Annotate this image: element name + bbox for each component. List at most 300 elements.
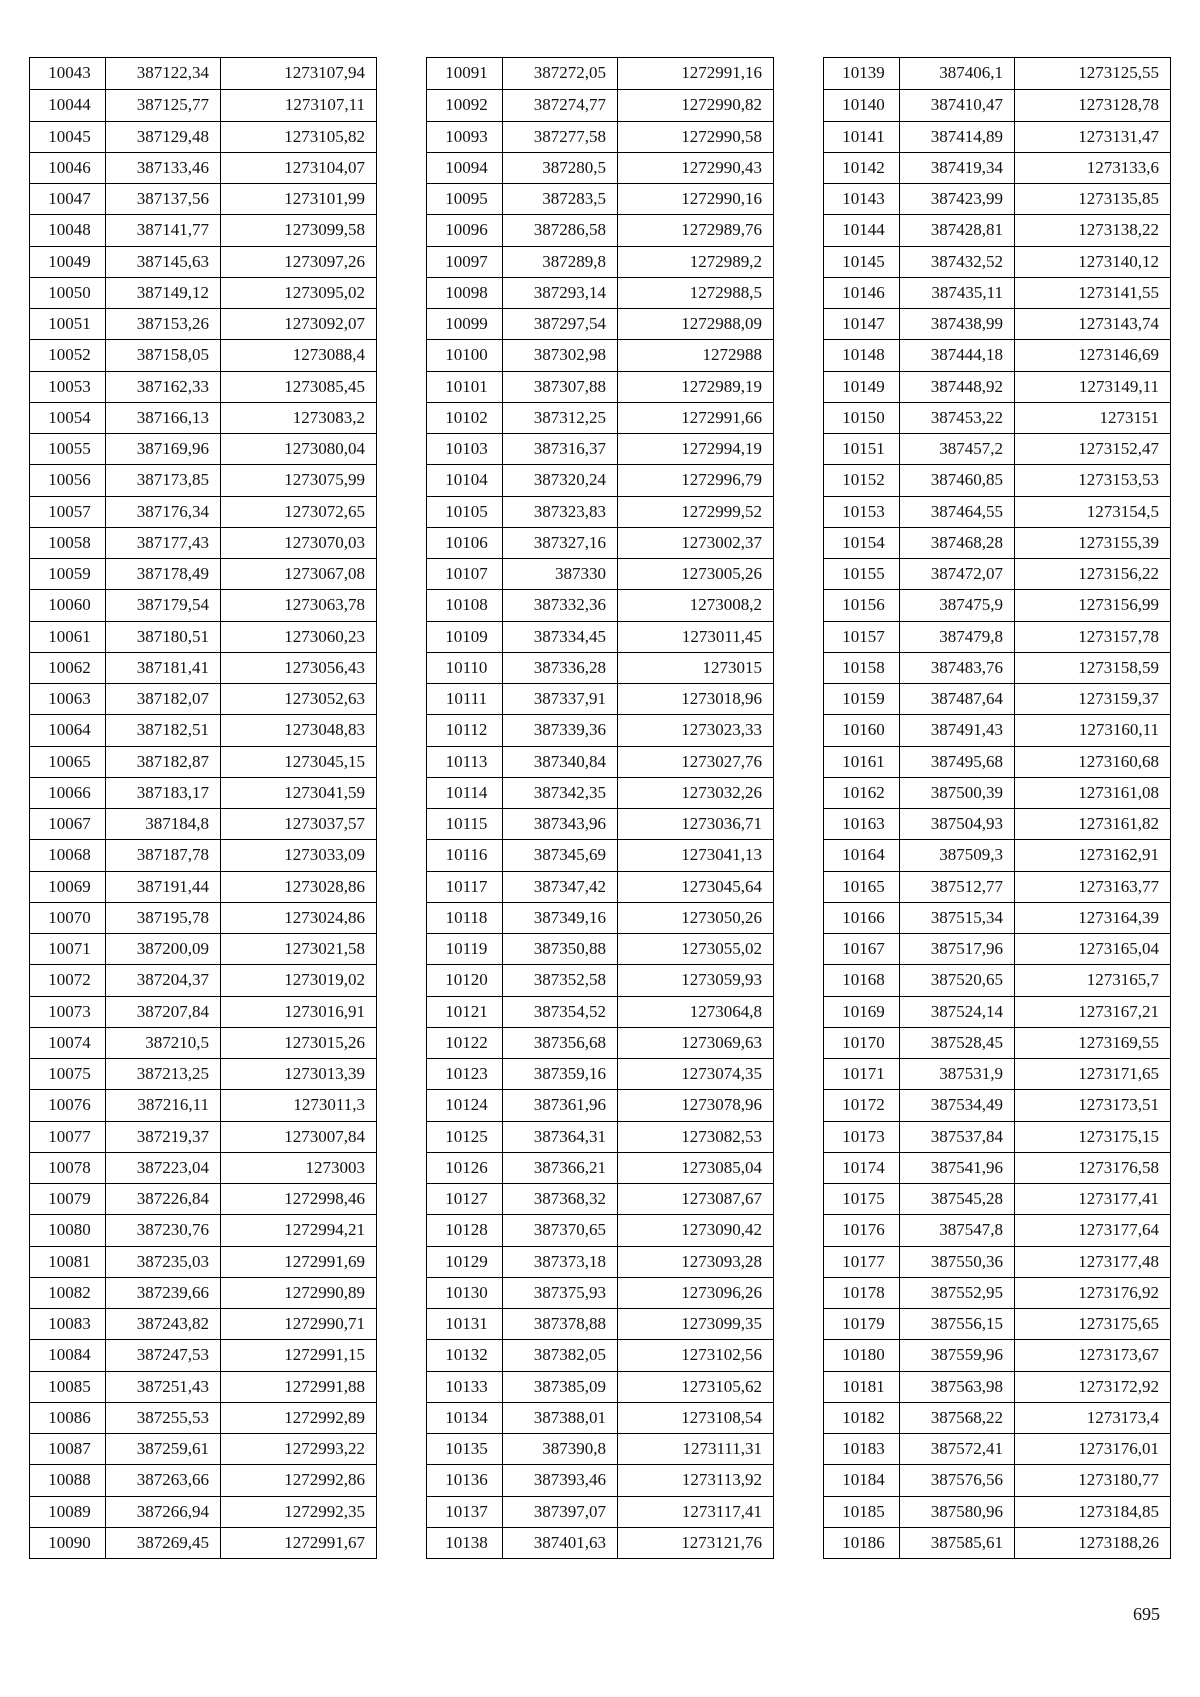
y-coordinate-cell: 1273156,99 (1014, 590, 1170, 620)
table-row (427, 246, 773, 277)
table-row (427, 1527, 773, 1558)
table-row (427, 214, 773, 245)
table-row (824, 1246, 1170, 1277)
table-row (824, 1402, 1170, 1433)
y-coordinate-cell: 1273141,55 (1014, 278, 1170, 308)
table-row (427, 1464, 773, 1495)
table-row (824, 496, 1170, 527)
y-coordinate-cell: 1273074,35 (617, 1059, 773, 1089)
point-number-cell: 10183 (842, 1439, 885, 1458)
x-coordinate-cell: 387216,11 (105, 1090, 220, 1120)
y-coordinate-cell: 1272992,89 (220, 1403, 376, 1433)
x-coordinate-cell: 387133,46 (105, 153, 220, 183)
table-row (30, 777, 376, 808)
x-coordinate-cell: 387191,44 (105, 872, 220, 902)
y-coordinate-cell: 1273157,78 (1014, 622, 1170, 652)
x-coordinate-cell: 387340,84 (502, 747, 617, 777)
point-number-cell: 10123 (445, 1064, 488, 1083)
x-coordinate-cell: 387347,42 (502, 872, 617, 902)
table-row (30, 496, 376, 527)
point-number-cell: 10170 (842, 1032, 885, 1052)
point-number-cell: 10106 (445, 532, 488, 552)
table-row (427, 1433, 773, 1464)
table-row (427, 933, 773, 964)
x-coordinate-cell: 387460,85 (899, 465, 1014, 495)
table-row (30, 1527, 376, 1558)
x-coordinate-cell: 387500,39 (899, 778, 1014, 808)
y-coordinate-cell: 1273153,53 (1014, 465, 1170, 495)
point-number-cell: 10102 (445, 407, 488, 427)
y-coordinate-cell: 1273131,47 (1014, 122, 1170, 152)
y-coordinate-cell: 1273003 (220, 1153, 376, 1183)
table-row (30, 902, 376, 933)
x-coordinate-cell: 387307,88 (502, 372, 617, 402)
x-coordinate-cell: 387568,22 (899, 1403, 1014, 1433)
x-coordinate-cell: 387213,25 (105, 1059, 220, 1089)
x-coordinate-cell: 387182,07 (105, 684, 220, 714)
y-coordinate-cell: 1273093,28 (617, 1247, 773, 1277)
x-coordinate-cell: 387334,45 (502, 622, 617, 652)
table-row (30, 683, 376, 714)
point-number-cell: 10119 (445, 939, 488, 958)
point-number-cell: 10180 (842, 1345, 885, 1365)
coordinate-table-right (823, 57, 1171, 1559)
x-coordinate-cell: 387137,56 (105, 184, 220, 214)
point-number-cell: 10120 (445, 970, 488, 990)
x-coordinate-cell: 387359,16 (502, 1059, 617, 1089)
point-number-cell: 10073 (48, 1001, 91, 1021)
table-row (824, 1339, 1170, 1370)
point-number-cell: 10145 (842, 251, 885, 271)
y-coordinate-cell: 1273188,26 (1014, 1528, 1170, 1558)
y-coordinate-cell: 1273111,31 (617, 1434, 773, 1464)
point-number-cell: 10172 (842, 1095, 885, 1115)
y-coordinate-cell: 1272989,2 (617, 247, 773, 277)
y-coordinate-cell: 1273063,78 (220, 590, 376, 620)
table-row (30, 808, 376, 839)
point-number-cell: 10184 (842, 1470, 885, 1490)
x-coordinate-cell: 387368,32 (502, 1184, 617, 1214)
table-row (824, 183, 1170, 214)
y-coordinate-cell: 1273161,82 (1014, 809, 1170, 839)
y-coordinate-cell: 1273002,37 (617, 528, 773, 558)
y-coordinate-cell: 1272990,89 (220, 1278, 376, 1308)
point-number-cell: 10136 (445, 1470, 488, 1490)
x-coordinate-cell: 387320,24 (502, 465, 617, 495)
table-row (427, 1308, 773, 1339)
x-coordinate-cell: 387180,51 (105, 622, 220, 652)
point-number-cell: 10069 (48, 876, 91, 896)
point-number-cell: 10143 (842, 189, 885, 208)
table-row (824, 1152, 1170, 1183)
table-row (30, 871, 376, 902)
table-row (30, 1058, 376, 1089)
table-row (30, 214, 376, 245)
point-number-cell: 10117 (445, 876, 488, 896)
table-row (824, 339, 1170, 370)
y-coordinate-cell: 1273173,4 (1014, 1403, 1170, 1433)
table-row (427, 777, 773, 808)
y-coordinate-cell: 1272996,79 (617, 465, 773, 495)
y-coordinate-cell: 1273165,04 (1014, 934, 1170, 964)
y-coordinate-cell: 1273069,63 (617, 1028, 773, 1058)
point-number-cell: 10077 (48, 1126, 91, 1146)
point-number-cell: 10062 (48, 657, 91, 677)
x-coordinate-cell: 387179,54 (105, 590, 220, 620)
x-coordinate-cell: 387255,53 (105, 1403, 220, 1433)
point-number-cell: 10185 (842, 1501, 885, 1521)
y-coordinate-cell: 1273177,41 (1014, 1184, 1170, 1214)
table-row (427, 121, 773, 152)
point-number-cell: 10166 (842, 907, 885, 927)
table-row (30, 183, 376, 214)
x-coordinate-cell: 387312,25 (502, 403, 617, 433)
y-coordinate-cell: 1272991,88 (220, 1372, 376, 1402)
table-row (824, 1214, 1170, 1245)
table-row (30, 1183, 376, 1214)
y-coordinate-cell: 1273135,85 (1014, 184, 1170, 214)
table-row (30, 1496, 376, 1527)
table-row (824, 558, 1170, 589)
y-coordinate-cell: 1272988,5 (617, 278, 773, 308)
point-number-cell: 10079 (48, 1189, 91, 1208)
point-number-cell: 10097 (445, 251, 488, 271)
point-number-cell: 10182 (842, 1407, 885, 1427)
point-number-cell: 10147 (842, 314, 885, 333)
point-number-cell: 10048 (48, 220, 91, 240)
table-row (30, 277, 376, 308)
table-row (427, 433, 773, 464)
y-coordinate-cell: 1273078,96 (617, 1090, 773, 1120)
table-row (824, 871, 1170, 902)
point-number-cell: 10046 (48, 157, 91, 177)
y-coordinate-cell: 1273096,26 (617, 1278, 773, 1308)
y-coordinate-cell: 1273095,02 (220, 278, 376, 308)
y-coordinate-cell: 1273107,94 (220, 58, 376, 89)
table-row (824, 1464, 1170, 1495)
point-number-cell: 10100 (445, 345, 488, 365)
x-coordinate-cell: 387207,84 (105, 997, 220, 1027)
table-row (427, 621, 773, 652)
y-coordinate-cell: 1273055,02 (617, 934, 773, 964)
table-row (824, 902, 1170, 933)
y-coordinate-cell: 1273013,39 (220, 1059, 376, 1089)
x-coordinate-cell: 387350,88 (502, 934, 617, 964)
x-coordinate-cell: 387145,63 (105, 247, 220, 277)
table-row (30, 402, 376, 433)
table-row (427, 1152, 773, 1183)
point-number-cell: 10063 (48, 689, 91, 708)
y-coordinate-cell: 1273117,41 (617, 1497, 773, 1527)
x-coordinate-cell: 387166,13 (105, 403, 220, 433)
x-coordinate-cell: 387239,66 (105, 1278, 220, 1308)
y-coordinate-cell: 1273016,91 (220, 997, 376, 1027)
point-number-cell: 10045 (48, 126, 91, 146)
y-coordinate-cell: 1273105,82 (220, 122, 376, 152)
x-coordinate-cell: 387247,53 (105, 1340, 220, 1370)
y-coordinate-cell: 1272993,22 (220, 1434, 376, 1464)
y-coordinate-cell: 1273152,47 (1014, 434, 1170, 464)
y-coordinate-cell: 1272991,15 (220, 1340, 376, 1370)
y-coordinate-cell: 1273033,09 (220, 840, 376, 870)
y-coordinate-cell: 1273036,71 (617, 809, 773, 839)
y-coordinate-cell: 1273041,59 (220, 778, 376, 808)
point-number-cell: 10075 (48, 1064, 91, 1083)
table-row (30, 121, 376, 152)
point-number-cell: 10107 (445, 564, 488, 583)
point-number-cell: 10094 (445, 157, 488, 177)
y-coordinate-cell: 1273156,22 (1014, 559, 1170, 589)
point-number-cell: 10083 (48, 1314, 91, 1333)
y-coordinate-cell: 1272988,09 (617, 309, 773, 339)
y-coordinate-cell: 1273045,64 (617, 872, 773, 902)
y-coordinate-cell: 1273149,11 (1014, 372, 1170, 402)
y-coordinate-cell: 1273083,2 (220, 403, 376, 433)
point-number-cell: 10121 (445, 1001, 488, 1021)
point-number-cell: 10177 (842, 1251, 885, 1271)
table-row (30, 1121, 376, 1152)
x-coordinate-cell: 387457,2 (899, 434, 1014, 464)
point-number-cell: 10154 (842, 532, 885, 552)
y-coordinate-cell: 1273108,54 (617, 1403, 773, 1433)
table-row (427, 902, 773, 933)
y-coordinate-cell: 1273133,6 (1014, 153, 1170, 183)
table-row (427, 808, 773, 839)
point-number-cell: 10152 (842, 470, 885, 490)
table-row (30, 1402, 376, 1433)
point-number-cell: 10115 (445, 814, 488, 833)
table-row (427, 871, 773, 902)
y-coordinate-cell: 1273104,07 (220, 153, 376, 183)
x-coordinate-cell: 387375,93 (502, 1278, 617, 1308)
table-row (824, 933, 1170, 964)
y-coordinate-cell: 1273107,11 (220, 90, 376, 120)
y-coordinate-cell: 1273087,67 (617, 1184, 773, 1214)
point-number-cell: 10110 (445, 657, 488, 677)
y-coordinate-cell: 1273045,15 (220, 747, 376, 777)
y-coordinate-cell: 1272992,35 (220, 1497, 376, 1527)
point-number-cell: 10060 (48, 595, 91, 615)
x-coordinate-cell: 387559,96 (899, 1340, 1014, 1370)
x-coordinate-cell: 387397,07 (502, 1497, 617, 1527)
table-row (824, 808, 1170, 839)
point-number-cell: 10071 (48, 939, 91, 958)
point-number-cell: 10047 (48, 189, 91, 208)
table-row (824, 1527, 1170, 1558)
y-coordinate-cell: 1273085,04 (617, 1153, 773, 1183)
point-number-cell: 10137 (445, 1501, 488, 1521)
point-number-cell: 10096 (445, 220, 488, 240)
table-row (824, 777, 1170, 808)
point-number-cell: 10103 (445, 439, 488, 458)
y-coordinate-cell: 1272991,69 (220, 1247, 376, 1277)
coordinate-table-left (29, 57, 377, 1559)
table-row (30, 746, 376, 777)
y-coordinate-cell: 1273052,63 (220, 684, 376, 714)
x-coordinate-cell: 387401,63 (502, 1528, 617, 1558)
x-coordinate-cell: 387345,69 (502, 840, 617, 870)
y-coordinate-cell: 1273173,67 (1014, 1340, 1170, 1370)
y-coordinate-cell: 1273102,56 (617, 1340, 773, 1370)
point-number-cell: 10059 (48, 564, 91, 583)
y-coordinate-cell: 1273060,23 (220, 622, 376, 652)
y-coordinate-cell: 1273160,68 (1014, 747, 1170, 777)
table-row (30, 996, 376, 1027)
point-number-cell: 10127 (445, 1189, 488, 1208)
point-number-cell: 10126 (445, 1157, 488, 1177)
point-number-cell: 10109 (445, 626, 488, 646)
table-row (427, 1371, 773, 1402)
y-coordinate-cell: 1272990,16 (617, 184, 773, 214)
y-coordinate-cell: 1273176,01 (1014, 1434, 1170, 1464)
point-number-cell: 10142 (842, 157, 885, 177)
table-row (30, 714, 376, 745)
y-coordinate-cell: 1273008,2 (617, 590, 773, 620)
point-number-cell: 10078 (48, 1157, 91, 1177)
table-row (30, 1152, 376, 1183)
point-number-cell: 10082 (48, 1282, 91, 1302)
x-coordinate-cell: 387339,36 (502, 715, 617, 745)
y-coordinate-cell: 1272990,58 (617, 122, 773, 152)
y-coordinate-cell: 1273023,33 (617, 715, 773, 745)
x-coordinate-cell: 387122,34 (105, 58, 220, 89)
table-row (824, 1089, 1170, 1120)
y-coordinate-cell: 1273125,55 (1014, 58, 1170, 89)
table-row (30, 558, 376, 589)
point-number-cell: 10130 (445, 1282, 488, 1302)
y-coordinate-cell: 1272990,71 (220, 1309, 376, 1339)
point-number-cell: 10138 (445, 1532, 488, 1552)
y-coordinate-cell: 1272991,66 (617, 403, 773, 433)
point-number-cell: 10053 (48, 376, 91, 396)
x-coordinate-cell: 387354,52 (502, 997, 617, 1027)
x-coordinate-cell: 387515,34 (899, 903, 1014, 933)
point-number-cell: 10163 (842, 814, 885, 833)
x-coordinate-cell: 387356,68 (502, 1028, 617, 1058)
y-coordinate-cell: 1273048,83 (220, 715, 376, 745)
y-coordinate-cell: 1273177,48 (1014, 1247, 1170, 1277)
y-coordinate-cell: 1273011,3 (220, 1090, 376, 1120)
table-row (824, 1308, 1170, 1339)
y-coordinate-cell: 1273027,76 (617, 747, 773, 777)
table-row (824, 1496, 1170, 1527)
y-coordinate-cell: 1273162,91 (1014, 840, 1170, 870)
x-coordinate-cell: 387153,26 (105, 309, 220, 339)
x-coordinate-cell: 387576,56 (899, 1465, 1014, 1495)
x-coordinate-cell: 387491,43 (899, 715, 1014, 745)
table-row (427, 683, 773, 714)
y-coordinate-cell: 1272994,19 (617, 434, 773, 464)
y-coordinate-cell: 1273146,69 (1014, 340, 1170, 370)
y-coordinate-cell: 1273090,42 (617, 1215, 773, 1245)
table-row (427, 1121, 773, 1152)
point-number-cell: 10118 (445, 907, 488, 927)
x-coordinate-cell: 387552,95 (899, 1278, 1014, 1308)
table-row (427, 1496, 773, 1527)
point-number-cell: 10133 (445, 1376, 488, 1396)
x-coordinate-cell: 387182,87 (105, 747, 220, 777)
table-row (427, 277, 773, 308)
y-coordinate-cell: 1273101,99 (220, 184, 376, 214)
x-coordinate-cell: 387283,5 (502, 184, 617, 214)
y-coordinate-cell: 1273163,77 (1014, 872, 1170, 902)
y-coordinate-cell: 1273176,92 (1014, 1278, 1170, 1308)
point-number-cell: 10081 (48, 1251, 91, 1271)
point-number-cell: 10156 (842, 595, 885, 615)
x-coordinate-cell: 387327,16 (502, 528, 617, 558)
table-row (30, 1277, 376, 1308)
y-coordinate-cell: 1273173,51 (1014, 1090, 1170, 1120)
point-number-cell: 10169 (842, 1001, 885, 1021)
table-row (824, 964, 1170, 995)
table-row (30, 1246, 376, 1277)
point-number-cell: 10092 (445, 95, 488, 115)
point-number-cell: 10135 (445, 1439, 488, 1458)
x-coordinate-cell: 387572,41 (899, 1434, 1014, 1464)
x-coordinate-cell: 387297,54 (502, 309, 617, 339)
point-number-cell: 10140 (842, 95, 885, 115)
x-coordinate-cell: 387342,35 (502, 778, 617, 808)
point-number-cell: 10171 (842, 1064, 885, 1083)
table-row (427, 1339, 773, 1370)
y-coordinate-cell: 1273140,12 (1014, 247, 1170, 277)
y-coordinate-cell: 1273160,11 (1014, 715, 1170, 745)
table-row (427, 1402, 773, 1433)
y-coordinate-cell: 1273171,65 (1014, 1059, 1170, 1089)
table-row (427, 652, 773, 683)
point-number-cell: 10095 (445, 189, 488, 208)
x-coordinate-cell: 387487,64 (899, 684, 1014, 714)
x-coordinate-cell: 387468,28 (899, 528, 1014, 558)
x-coordinate-cell: 387337,91 (502, 684, 617, 714)
point-number-cell: 10090 (48, 1532, 91, 1552)
point-number-cell: 10181 (842, 1376, 885, 1396)
table-row (30, 1214, 376, 1245)
x-coordinate-cell: 387141,77 (105, 215, 220, 245)
x-coordinate-cell: 387219,37 (105, 1122, 220, 1152)
table-row (824, 308, 1170, 339)
x-coordinate-cell: 387393,46 (502, 1465, 617, 1495)
table-row (30, 308, 376, 339)
x-coordinate-cell: 387378,88 (502, 1309, 617, 1339)
y-coordinate-cell: 1272999,52 (617, 497, 773, 527)
x-coordinate-cell: 387410,47 (899, 90, 1014, 120)
x-coordinate-cell: 387388,01 (502, 1403, 617, 1433)
table-row (30, 1433, 376, 1464)
y-coordinate-cell: 1273097,26 (220, 247, 376, 277)
y-coordinate-cell: 1273070,03 (220, 528, 376, 558)
point-number-cell: 10174 (842, 1157, 885, 1177)
point-number-cell: 10101 (445, 376, 488, 396)
x-coordinate-cell: 387173,85 (105, 465, 220, 495)
y-coordinate-cell: 1273082,53 (617, 1122, 773, 1152)
y-coordinate-cell: 1273105,62 (617, 1372, 773, 1402)
x-coordinate-cell: 387336,28 (502, 653, 617, 683)
table-row (824, 527, 1170, 558)
x-coordinate-cell: 387585,61 (899, 1528, 1014, 1558)
point-number-cell: 10086 (48, 1407, 91, 1427)
x-coordinate-cell: 387435,11 (899, 278, 1014, 308)
y-coordinate-cell: 1272988 (617, 340, 773, 370)
x-coordinate-cell: 387280,5 (502, 153, 617, 183)
y-coordinate-cell: 1273121,76 (617, 1528, 773, 1558)
x-coordinate-cell: 387230,76 (105, 1215, 220, 1245)
y-coordinate-cell: 1273019,02 (220, 965, 376, 995)
y-coordinate-cell: 1273037,57 (220, 809, 376, 839)
y-coordinate-cell: 1273041,13 (617, 840, 773, 870)
x-coordinate-cell: 387444,18 (899, 340, 1014, 370)
y-coordinate-cell: 1273113,92 (617, 1465, 773, 1495)
